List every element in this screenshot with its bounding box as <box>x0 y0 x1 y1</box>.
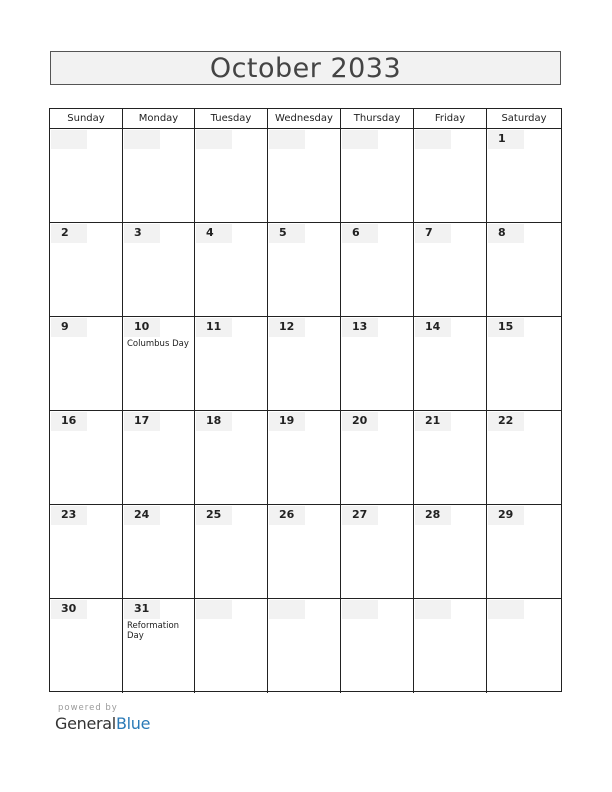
day-number: 25 <box>206 508 222 521</box>
day-number-box <box>51 224 87 243</box>
day-cell-6 <box>341 223 414 317</box>
day-cell-25 <box>195 505 268 599</box>
day-number: 23 <box>61 508 77 521</box>
empty-day-cell <box>195 129 268 223</box>
day-number: 10 <box>134 320 150 333</box>
day-cell-4 <box>195 223 268 317</box>
day-number: 6 <box>352 226 360 239</box>
day-cell-28 <box>414 505 487 599</box>
day-number-box <box>51 130 87 149</box>
day-cell-22 <box>487 411 561 505</box>
powered-by-text: powered by <box>58 703 118 713</box>
day-cell-31 <box>123 599 195 693</box>
day-number-box <box>196 224 232 243</box>
day-number: 22 <box>498 414 514 427</box>
calendar-title: October 2033 <box>209 52 402 84</box>
day-cell-5 <box>268 223 341 317</box>
day-cell-14 <box>414 317 487 411</box>
empty-day-cell <box>268 129 341 223</box>
day-number: 19 <box>279 414 295 427</box>
day-number: 24 <box>134 508 150 521</box>
day-cell-13 <box>341 317 414 411</box>
day-number-box <box>488 130 524 149</box>
day-cell-24 <box>123 505 195 599</box>
day-number: 8 <box>498 226 506 239</box>
day-number: 16 <box>61 414 77 427</box>
day-number: 17 <box>134 414 150 427</box>
day-number-box <box>269 224 305 243</box>
day-number: 4 <box>206 226 214 239</box>
day-number: 9 <box>61 320 69 333</box>
weekday-header-saturday: Saturday <box>487 109 561 129</box>
empty-day-cell <box>50 129 123 223</box>
day-number: 15 <box>498 320 514 333</box>
day-number-box <box>342 224 378 243</box>
day-cell-20 <box>341 411 414 505</box>
day-number: 13 <box>352 320 368 333</box>
empty-day-cell <box>268 599 341 693</box>
weekday-header-tuesday: Tuesday <box>195 109 268 129</box>
day-number: 2 <box>61 226 69 239</box>
day-cell-12 <box>268 317 341 411</box>
day-cell-11 <box>195 317 268 411</box>
title-box <box>50 51 561 85</box>
day-cell-7 <box>414 223 487 317</box>
day-number-box <box>488 600 524 619</box>
footer <box>55 703 150 733</box>
day-number: 1 <box>498 132 506 145</box>
weekday-header-friday: Friday <box>414 109 487 129</box>
day-number-box <box>342 130 378 149</box>
day-number: 27 <box>352 508 368 521</box>
brand-logo <box>55 714 150 733</box>
day-number-box <box>269 130 305 149</box>
day-number-box <box>269 600 305 619</box>
brand-blue-text: Blue <box>115 714 151 733</box>
empty-day-cell <box>487 599 561 693</box>
empty-day-cell <box>341 599 414 693</box>
day-cell-3 <box>123 223 195 317</box>
day-number: 12 <box>279 320 295 333</box>
day-cell-2 <box>50 223 123 317</box>
day-cell-17 <box>123 411 195 505</box>
day-number: 20 <box>352 414 368 427</box>
day-number: 26 <box>279 508 295 521</box>
weekday-header-wednesday: Wednesday <box>268 109 341 129</box>
brand-general-text: General <box>55 714 116 733</box>
day-cell-29 <box>487 505 561 599</box>
day-cell-18 <box>195 411 268 505</box>
day-cell-19 <box>268 411 341 505</box>
day-cell-26 <box>268 505 341 599</box>
empty-day-cell <box>195 599 268 693</box>
weekday-header-sunday: Sunday <box>50 109 123 129</box>
day-cell-9 <box>50 317 123 411</box>
day-number-box <box>415 600 451 619</box>
day-cell-1 <box>487 129 561 223</box>
day-number-box <box>342 600 378 619</box>
day-cell-8 <box>487 223 561 317</box>
holiday-label: Reformation Day <box>127 621 180 641</box>
day-number-box <box>196 600 232 619</box>
day-cell-10 <box>123 317 195 411</box>
day-number: 11 <box>206 320 222 333</box>
day-cell-15 <box>487 317 561 411</box>
day-number: 7 <box>425 226 433 239</box>
day-number-box <box>51 318 87 337</box>
day-number: 3 <box>134 226 142 239</box>
holiday-label: Columbus Day <box>127 339 189 349</box>
empty-day-cell <box>414 599 487 693</box>
day-cell-27 <box>341 505 414 599</box>
day-number: 30 <box>61 602 77 615</box>
weekday-header-thursday: Thursday <box>341 109 414 129</box>
day-number-box <box>415 224 451 243</box>
day-cell-16 <box>50 411 123 505</box>
empty-day-cell <box>341 129 414 223</box>
empty-day-cell <box>123 129 195 223</box>
empty-day-cell <box>414 129 487 223</box>
day-number: 14 <box>425 320 441 333</box>
calendar-grid <box>49 108 562 692</box>
day-cell-23 <box>50 505 123 599</box>
day-number: 18 <box>206 414 222 427</box>
day-number-box <box>415 130 451 149</box>
day-number-box <box>124 224 160 243</box>
day-number: 5 <box>279 226 287 239</box>
day-cell-30 <box>50 599 123 693</box>
day-number: 21 <box>425 414 441 427</box>
day-number-box <box>124 130 160 149</box>
day-number-box <box>196 130 232 149</box>
day-cell-21 <box>414 411 487 505</box>
day-number: 29 <box>498 508 514 521</box>
day-number-box <box>488 224 524 243</box>
day-number: 28 <box>425 508 441 521</box>
day-number: 31 <box>134 602 150 615</box>
weekday-header-monday: Monday <box>123 109 195 129</box>
